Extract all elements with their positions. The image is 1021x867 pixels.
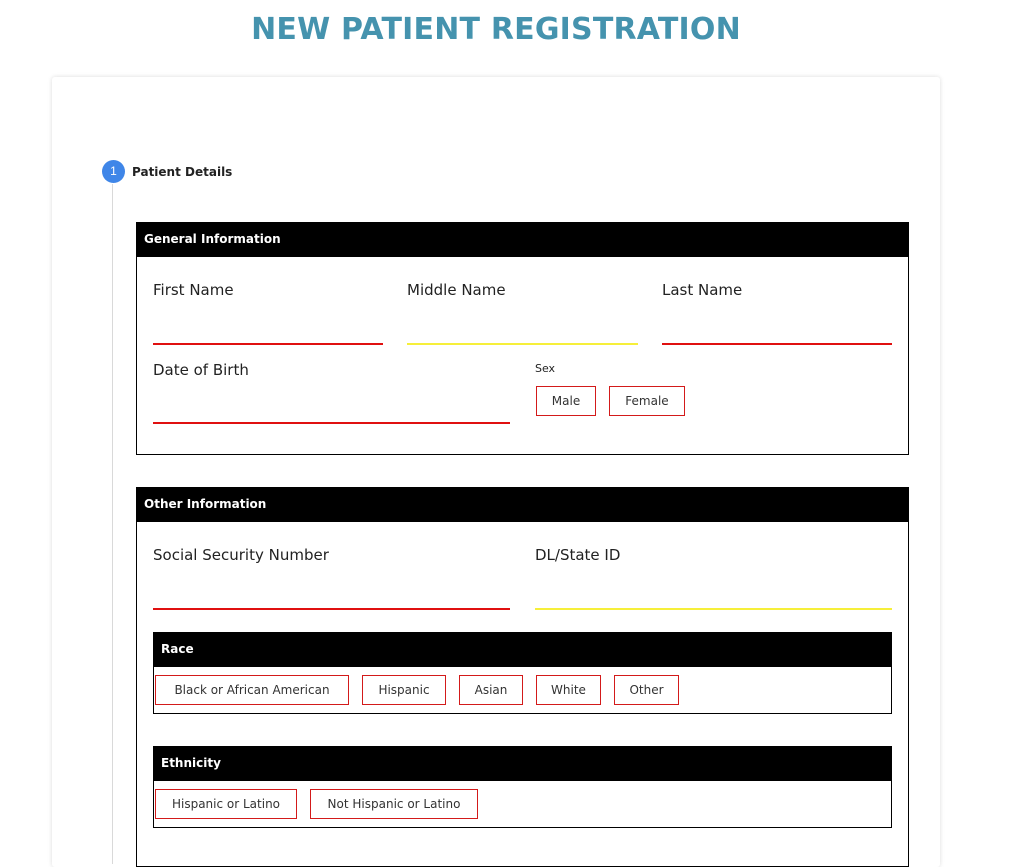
ethnicity-option-hispanic-or-latino[interactable]: Hispanic or Latino — [155, 789, 297, 819]
ssn-label: Social Security Number — [153, 546, 329, 564]
sex-label: Sex — [535, 362, 556, 375]
sex-option-male[interactable]: Male — [536, 386, 596, 416]
dl-state-id-label: DL/State ID — [535, 546, 621, 564]
last-name-input[interactable] — [662, 343, 892, 345]
race-option-black-or-african-american[interactable]: Black or African American — [155, 675, 349, 705]
sex-option-female[interactable]: Female — [609, 386, 685, 416]
step-connector-line — [112, 184, 113, 864]
ethnicity-header: Ethnicity — [153, 746, 892, 781]
step-title: Patient Details — [132, 165, 233, 179]
race-option-white[interactable]: White — [536, 675, 601, 705]
first-name-input[interactable] — [153, 343, 383, 345]
last-name-label: Last Name — [662, 281, 743, 299]
general-information-section — [136, 222, 909, 455]
middle-name-label: Middle Name — [407, 281, 506, 299]
race-option-hispanic[interactable]: Hispanic — [362, 675, 446, 705]
middle-name-input[interactable] — [407, 343, 638, 345]
ethnicity-option-not-hispanic-or-latino[interactable]: Not Hispanic or Latino — [310, 789, 478, 819]
race-option-asian[interactable]: Asian — [459, 675, 523, 705]
race-header: Race — [153, 632, 892, 667]
other-information-header: Other Information — [136, 487, 909, 522]
page-title: NEW PATIENT REGISTRATION — [251, 12, 741, 47]
date-of-birth-input[interactable] — [153, 422, 510, 424]
date-of-birth-label: Date of Birth — [153, 361, 249, 379]
step-number-badge: 1 — [102, 160, 125, 183]
ssn-input[interactable] — [153, 608, 510, 610]
general-information-header: General Information — [136, 222, 909, 257]
first-name-label: First Name — [153, 281, 234, 299]
race-option-other[interactable]: Other — [614, 675, 679, 705]
dl-state-id-input[interactable] — [535, 608, 892, 610]
